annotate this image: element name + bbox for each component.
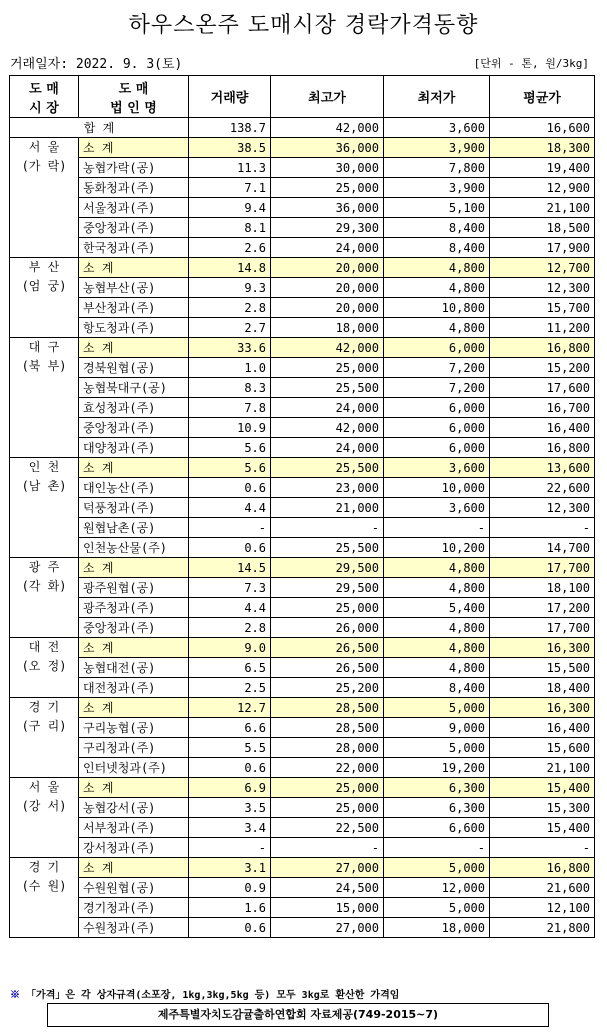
subtotal-row	[10, 638, 595, 658]
avg-price-cell: 16,400	[490, 718, 595, 738]
min-price-cell: 5,000	[384, 738, 490, 758]
avg-price-cell: 15,400	[490, 778, 595, 798]
max-price-cell: 29,500	[271, 578, 384, 598]
volume-cell: -	[189, 838, 271, 858]
min-price-cell: 7,800	[384, 158, 490, 178]
max-price-cell: 15,000	[271, 898, 384, 918]
avg-price-cell: 21,600	[490, 878, 595, 898]
subtotal-row	[10, 558, 595, 578]
min-price-cell: 6,600	[384, 818, 490, 838]
corp-name: 대인농산(주)	[79, 478, 189, 498]
min-price-cell: 5,400	[384, 598, 490, 618]
avg-price-cell: 21,800	[490, 918, 595, 938]
max-price-cell: 26,000	[271, 618, 384, 638]
volume-cell: 2.6	[189, 238, 271, 258]
avg-price-cell: 16,700	[490, 398, 595, 418]
corp-name: 농협부산(공)	[79, 278, 189, 298]
max-price-cell: 25,500	[271, 538, 384, 558]
subtotal-row	[10, 458, 595, 478]
avg-price-cell: 14,700	[490, 538, 595, 558]
avg-price-cell: -	[490, 838, 595, 858]
corp-name: 소 계	[79, 258, 189, 278]
table-row	[10, 678, 595, 698]
volume-cell: 0.6	[189, 918, 271, 938]
volume-cell: 9.0	[189, 638, 271, 658]
volume-cell: 5.6	[189, 458, 271, 478]
max-price-cell: -	[271, 838, 384, 858]
market-name: 대 구 (북 부)	[10, 338, 79, 458]
table-row	[10, 818, 595, 838]
corp-name: 서부청과(주)	[79, 818, 189, 838]
min-price-cell: 4,800	[384, 278, 490, 298]
min-price-cell: 8,400	[384, 238, 490, 258]
corp-name: 항도청과(주)	[79, 318, 189, 338]
min-price-cell: 4,800	[384, 638, 490, 658]
min-price-cell: 5,000	[384, 698, 490, 718]
volume-cell: 2.7	[189, 318, 271, 338]
max-price-cell: 42,000	[271, 338, 384, 358]
header-market: 도 매 시 장	[10, 76, 79, 118]
min-price-cell: 4,800	[384, 578, 490, 598]
volume-cell: 7.3	[189, 578, 271, 598]
table-row	[10, 478, 595, 498]
table-row	[10, 878, 595, 898]
unit-note: [단위 - 톤, 원/3kg]	[473, 57, 589, 70]
avg-price-cell: 16,400	[490, 418, 595, 438]
subtotal-row	[10, 698, 595, 718]
avg-price-cell: 16,800	[490, 858, 595, 878]
max-price-cell: 25,000	[271, 358, 384, 378]
market-name: 경 기 (수 원)	[10, 858, 79, 938]
volume-cell: 2.8	[189, 618, 271, 638]
max-price-cell: 24,000	[271, 438, 384, 458]
corp-name: 소 계	[79, 338, 189, 358]
volume-cell: 6.6	[189, 718, 271, 738]
max-price-cell: 20,000	[271, 298, 384, 318]
total-max: 42,000	[271, 118, 384, 138]
corp-name: 소 계	[79, 698, 189, 718]
corp-name: 소 계	[79, 138, 189, 158]
corp-name: 수원원협(공)	[79, 878, 189, 898]
table-row	[10, 298, 595, 318]
corp-name: 중앙청과(주)	[79, 418, 189, 438]
max-price-cell: -	[271, 518, 384, 538]
header-corp: 도 매 법 인 명	[79, 76, 189, 118]
table-row	[10, 498, 595, 518]
avg-price-cell: 17,600	[490, 378, 595, 398]
max-price-cell: 30,000	[271, 158, 384, 178]
table-row	[10, 238, 595, 258]
max-price-cell: 28,000	[271, 738, 384, 758]
volume-cell: 3.1	[189, 858, 271, 878]
market-name: 서 울 (강 서)	[10, 778, 79, 858]
avg-price-cell: 16,300	[490, 638, 595, 658]
avg-price-cell: 15,600	[490, 738, 595, 758]
max-price-cell: 25,000	[271, 778, 384, 798]
volume-cell: 14.8	[189, 258, 271, 278]
footnote-text: 「가격」은 각 상자규격(소포장, 1kg,3kg,5kg 등) 모두 3kg로 환산한 가격임	[26, 990, 400, 1001]
total-min: 3,600	[384, 118, 490, 138]
avg-price-cell: 18,100	[490, 578, 595, 598]
corp-name: 인천농산물(주)	[79, 538, 189, 558]
volume-cell: 11.3	[189, 158, 271, 178]
max-price-cell: 36,000	[271, 198, 384, 218]
corp-name: 원협남촌(공)	[79, 518, 189, 538]
min-price-cell: 18,000	[384, 918, 490, 938]
min-price-cell: 12,000	[384, 878, 490, 898]
avg-price-cell: 15,400	[490, 818, 595, 838]
corp-name: 효성청과(주)	[79, 398, 189, 418]
footnote-mark: ※	[10, 990, 20, 1001]
max-price-cell: 25,500	[271, 458, 384, 478]
subtotal-row	[10, 258, 595, 278]
max-price-cell: 36,000	[271, 138, 384, 158]
header-max: 최고가	[271, 76, 384, 118]
corp-name: 중앙청과(주)	[79, 618, 189, 638]
min-price-cell: 5,100	[384, 198, 490, 218]
page-title: 하우스온주 도매시장 경락가격동향	[128, 13, 479, 38]
volume-cell: 4.4	[189, 498, 271, 518]
volume-cell: 0.6	[189, 478, 271, 498]
corp-name: 경북원협(공)	[79, 358, 189, 378]
max-price-cell: 25,000	[271, 178, 384, 198]
min-price-cell: 4,800	[384, 258, 490, 278]
min-price-cell: 10,200	[384, 538, 490, 558]
corp-name: 농협강서(공)	[79, 798, 189, 818]
avg-price-cell: 17,900	[490, 238, 595, 258]
corp-name: 소 계	[79, 458, 189, 478]
subtotal-row	[10, 858, 595, 878]
max-price-cell: 24,000	[271, 238, 384, 258]
avg-price-cell: 18,400	[490, 678, 595, 698]
market-name: 부 산 (엄 궁)	[10, 258, 79, 338]
table-row	[10, 418, 595, 438]
min-price-cell: 8,400	[384, 218, 490, 238]
corp-name: 인터넷청과(주)	[79, 758, 189, 778]
max-price-cell: 29,300	[271, 218, 384, 238]
corp-name: 광주청과(주)	[79, 598, 189, 618]
volume-cell: 4.4	[189, 598, 271, 618]
corp-name: 농협가락(공)	[79, 158, 189, 178]
volume-cell: 8.3	[189, 378, 271, 398]
min-price-cell: 3,900	[384, 178, 490, 198]
max-price-cell: 18,000	[271, 318, 384, 338]
header-min: 최저가	[384, 76, 490, 118]
min-price-cell: 6,000	[384, 398, 490, 418]
volume-cell: 0.9	[189, 878, 271, 898]
table-row	[10, 838, 595, 858]
corp-name: 경기청과(주)	[79, 898, 189, 918]
avg-price-cell: 15,700	[490, 298, 595, 318]
corp-name: 대전청과(주)	[79, 678, 189, 698]
min-price-cell: 19,200	[384, 758, 490, 778]
volume-cell: 14.5	[189, 558, 271, 578]
table-row	[10, 398, 595, 418]
volume-cell: 9.4	[189, 198, 271, 218]
volume-cell: 7.1	[189, 178, 271, 198]
table-row	[10, 318, 595, 338]
max-price-cell: 20,000	[271, 258, 384, 278]
subtotal-row	[10, 138, 595, 158]
volume-cell: 2.5	[189, 678, 271, 698]
table-row	[10, 758, 595, 778]
header-volume: 거래량	[189, 76, 271, 118]
avg-price-cell: 12,700	[490, 258, 595, 278]
volume-cell: 6.5	[189, 658, 271, 678]
corp-name: 광주원협(공)	[79, 578, 189, 598]
min-price-cell: 6,300	[384, 798, 490, 818]
price-table	[9, 75, 595, 938]
volume-cell: 0.6	[189, 538, 271, 558]
max-price-cell: 28,500	[271, 698, 384, 718]
footnote	[10, 986, 399, 1001]
max-price-cell: 21,000	[271, 498, 384, 518]
avg-price-cell: 22,600	[490, 478, 595, 498]
max-price-cell: 24,000	[271, 398, 384, 418]
min-price-cell: 7,200	[384, 358, 490, 378]
max-price-cell: 20,000	[271, 278, 384, 298]
table-row	[10, 578, 595, 598]
min-price-cell: 9,000	[384, 718, 490, 738]
max-price-cell: 25,200	[271, 678, 384, 698]
table-row	[10, 898, 595, 918]
volume-cell: -	[189, 518, 271, 538]
min-price-cell: 3,600	[384, 458, 490, 478]
max-price-cell: 24,500	[271, 878, 384, 898]
avg-price-cell: 15,500	[490, 658, 595, 678]
volume-cell: 1.0	[189, 358, 271, 378]
avg-price-cell: 17,700	[490, 618, 595, 638]
avg-price-cell: 11,200	[490, 318, 595, 338]
max-price-cell: 23,000	[271, 478, 384, 498]
table-row	[10, 378, 595, 398]
corp-name: 강서청과(주)	[79, 838, 189, 858]
volume-cell: 3.5	[189, 798, 271, 818]
avg-price-cell: 16,300	[490, 698, 595, 718]
max-price-cell: 25,500	[271, 378, 384, 398]
corp-name: 서울청과(주)	[79, 198, 189, 218]
avg-price-cell: 12,300	[490, 498, 595, 518]
max-price-cell: 22,500	[271, 818, 384, 838]
volume-cell: 33.6	[189, 338, 271, 358]
min-price-cell: 8,400	[384, 678, 490, 698]
table-row	[10, 518, 595, 538]
avg-price-cell: 12,100	[490, 898, 595, 918]
min-price-cell: 4,800	[384, 558, 490, 578]
avg-price-cell: 15,300	[490, 798, 595, 818]
table-row	[10, 738, 595, 758]
corp-name: 구리청과(주)	[79, 738, 189, 758]
min-price-cell: 3,900	[384, 138, 490, 158]
max-price-cell: 26,500	[271, 658, 384, 678]
avg-price-cell: 18,500	[490, 218, 595, 238]
table-row	[10, 618, 595, 638]
corp-name: 부산청과(주)	[79, 298, 189, 318]
max-price-cell: 25,000	[271, 798, 384, 818]
max-price-cell: 27,000	[271, 918, 384, 938]
market-name: 서 울 (가 락)	[10, 138, 79, 258]
table-row	[10, 798, 595, 818]
min-price-cell: 6,000	[384, 418, 490, 438]
min-price-cell: 7,200	[384, 378, 490, 398]
corp-name: 소 계	[79, 638, 189, 658]
min-price-cell: 4,800	[384, 618, 490, 638]
table-row	[10, 178, 595, 198]
min-price-cell: 6,000	[384, 438, 490, 458]
min-price-cell: -	[384, 838, 490, 858]
corp-name: 한국청과(주)	[79, 238, 189, 258]
volume-cell: 5.5	[189, 738, 271, 758]
market-name: 광 주 (각 화)	[10, 558, 79, 638]
volume-cell: 10.9	[189, 418, 271, 438]
table-row	[10, 278, 595, 298]
max-price-cell: 25,000	[271, 598, 384, 618]
table-row	[10, 598, 595, 618]
corp-name: 동화청과(주)	[79, 178, 189, 198]
subtotal-row	[10, 778, 595, 798]
volume-cell: 2.8	[189, 298, 271, 318]
corp-name: 소 계	[79, 558, 189, 578]
corp-name: 농협대전(공)	[79, 658, 189, 678]
table-row	[10, 918, 595, 938]
avg-price-cell: 21,100	[490, 758, 595, 778]
volume-cell: 1.6	[189, 898, 271, 918]
corp-name: 소 계	[79, 858, 189, 878]
source-credit: 제주특별자치도감귤출하연합회 자료제공(749-2015~7)	[47, 1003, 549, 1027]
max-price-cell: 28,500	[271, 718, 384, 738]
min-price-cell: 6,300	[384, 778, 490, 798]
corp-name: 대양청과(주)	[79, 438, 189, 458]
min-price-cell: 4,800	[384, 318, 490, 338]
volume-cell: 3.4	[189, 818, 271, 838]
avg-price-cell: 15,200	[490, 358, 595, 378]
total-row	[10, 118, 595, 138]
corp-name: 구리농협(공)	[79, 718, 189, 738]
avg-price-cell: 16,800	[490, 438, 595, 458]
avg-price-cell: 17,700	[490, 558, 595, 578]
corp-name: 농협북대구(공)	[79, 378, 189, 398]
avg-price-cell: 16,800	[490, 338, 595, 358]
max-price-cell: 27,000	[271, 858, 384, 878]
min-price-cell: 3,600	[384, 498, 490, 518]
total-volume: 138.7	[189, 118, 271, 138]
header-avg: 평균가	[490, 76, 595, 118]
table-row	[10, 218, 595, 238]
corp-name: 수원청과(주)	[79, 918, 189, 938]
avg-price-cell: 12,900	[490, 178, 595, 198]
total-avg: 16,600	[490, 118, 595, 138]
volume-cell: 6.9	[189, 778, 271, 798]
min-price-cell: -	[384, 518, 490, 538]
volume-cell: 8.1	[189, 218, 271, 238]
market-name: 경 기 (구 리)	[10, 698, 79, 778]
corp-name: 소 계	[79, 778, 189, 798]
avg-price-cell: 13,600	[490, 458, 595, 478]
table-row	[10, 198, 595, 218]
volume-cell: 38.5	[189, 138, 271, 158]
market-name: 대 전 (오 정)	[10, 638, 79, 698]
volume-cell: 5.6	[189, 438, 271, 458]
volume-cell: 0.6	[189, 758, 271, 778]
max-price-cell: 42,000	[271, 418, 384, 438]
table-row	[10, 158, 595, 178]
market-name: 인 천 (남 촌)	[10, 458, 79, 558]
total-label: 합 계	[10, 118, 189, 138]
max-price-cell: 22,000	[271, 758, 384, 778]
table-row	[10, 718, 595, 738]
table-row	[10, 538, 595, 558]
table-row	[10, 658, 595, 678]
min-price-cell: 4,800	[384, 658, 490, 678]
avg-price-cell: 17,200	[490, 598, 595, 618]
min-price-cell: 5,000	[384, 898, 490, 918]
table-row	[10, 358, 595, 378]
min-price-cell: 10,800	[384, 298, 490, 318]
avg-price-cell: 12,300	[490, 278, 595, 298]
avg-price-cell: 19,400	[490, 158, 595, 178]
avg-price-cell: 21,100	[490, 198, 595, 218]
min-price-cell: 6,000	[384, 338, 490, 358]
table-row	[10, 438, 595, 458]
avg-price-cell: -	[490, 518, 595, 538]
trade-date: 거래일자: 2022. 9. 3(토)	[10, 57, 183, 72]
max-price-cell: 26,500	[271, 638, 384, 658]
volume-cell: 9.3	[189, 278, 271, 298]
subtotal-row	[10, 338, 595, 358]
corp-name: 덕풍청과(주)	[79, 498, 189, 518]
volume-cell: 7.8	[189, 398, 271, 418]
corp-name: 중앙청과(주)	[79, 218, 189, 238]
max-price-cell: 29,500	[271, 558, 384, 578]
volume-cell: 12.7	[189, 698, 271, 718]
min-price-cell: 10,000	[384, 478, 490, 498]
min-price-cell: 5,000	[384, 858, 490, 878]
header-row	[10, 76, 595, 118]
avg-price-cell: 18,300	[490, 138, 595, 158]
